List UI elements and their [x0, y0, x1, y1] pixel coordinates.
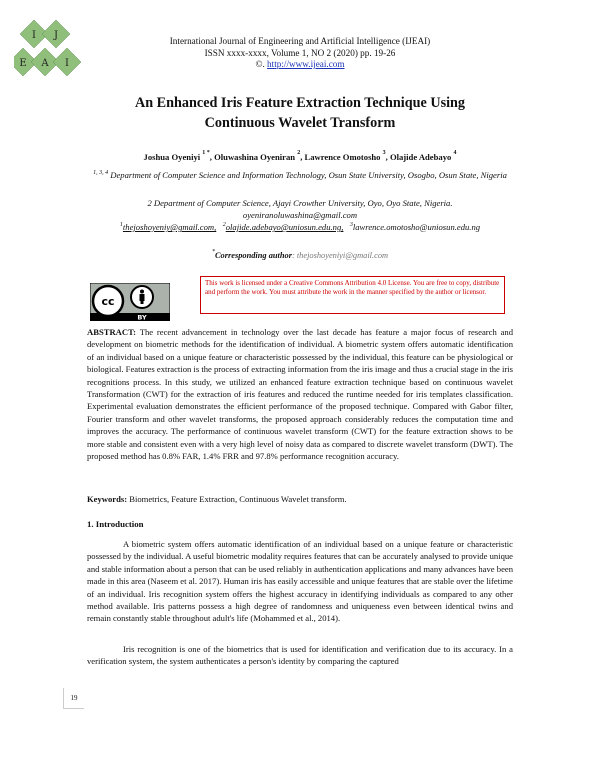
abstract — [87, 326, 513, 462]
intro-paragraph-1: A biometric system offers automatic identification of an individual based on a unique feature or characteristic possessed by the individual. A useful biometric modality requires features that can be accurately analysed to provide unique and stable information about a person that can be used reliably in authentication applications and many advances have been made in this area (Naseem et al. 2017). Human iris has easily accessible and unique features that are stable over the lifetime of an individual. Iris recognition system offers the highest accuracy in identifying individuals as compared to any other method available. Iris patterns possess a high degree of randomness and uniqueness even between identical twins and remain constantly stable throughout adult's life (Mohammed et al., 2014). — [87, 539, 513, 624]
corr-label: Corresponding author — [214, 251, 292, 260]
email-link[interactable]: thejoshoyeniy@gmail.com, — [122, 222, 217, 232]
keywords — [87, 493, 513, 505]
author-name: Oluwashina Oyeniran — [214, 152, 296, 162]
author-name: Joshua Oyeniyi — [143, 152, 201, 162]
title-line-2: Continuous Wavelet Transform — [204, 115, 396, 131]
author-name: Lawrence Omotosho — [304, 152, 381, 162]
license-box: This work is licensed under a Creative Commons Attribution 4.0 License. You are free to copy, distribute and perform the work. You must attribute the work in the manner specified by the author or licensor. — [200, 276, 505, 314]
keywords-label: Keywords: — [87, 494, 128, 504]
paper-title — [60, 93, 540, 133]
journal-name: International Journal of Engineering and Artificial Intelligence (IJEAI) — [169, 36, 431, 46]
abstract-text: The recent advancement in technology over the last decade has feature a major focus of research and development on biometric methods for the identification of individual. A biometric system offers automatic identification of an individual based on a unique feature or characteristic possessed by the individual, this feature can be physiological or biological. Features extraction is the process of extracting information from the iris image and thus a crucial stage in the iris recognitions process. In this study, we utilized an enhanced feature extraction technique based on continuous wavelet Transformation (CWT) for the extraction of iris features and reduced the runtime needed for iris templates classification. Experimental evaluation demonstrates the efficient performance of the proposed technique. Compared with Gabor filter, Fourier transform and other wavelet transforms, the proposed approach considerably reduces the computation time and improves the accuracy. The performance of continuous wavelet transform (CWT) for the feature extraction shows to be more stable and consistent even with a very high level of noisy data as compared to discrete wavelet transform (DWT). The proposed method has 0.8% FAR, 1.4% FRR and 97.8% performance recognition accuracy. — [87, 327, 513, 462]
author-emails — [0, 222, 600, 234]
logo-letter-j: J — [53, 30, 59, 41]
affiliation-1-text: Department of Computer Science and Information Technology, Osun State University, Osogbo, Osun State, Nigeria — [110, 170, 507, 180]
logo-letter-a: A — [41, 58, 49, 69]
email-sup: 3 — [349, 222, 353, 228]
affiliation-1 — [78, 170, 522, 182]
title-line-1: An Enhanced Iris Feature Extraction Technique Using — [134, 95, 466, 111]
affiliation-2: 2 Department of Computer Science, Ajayi Crowther University, Oyo, Oyo State, Nigeria. — [147, 198, 453, 208]
corr-sup: * — [211, 249, 215, 255]
intro-paragraph-2: Iris recognition is one of the biometrics that is used for identification and verification due to its accuracy. In a verification system, the system authenticates a person's identity by comparing the captured — [87, 644, 513, 667]
author-list: Joshua Oyeniyi $^{1 *}$, Oluwashina Oyeniran $^2$, Lawrence Omotosho $^3$, Olajide Adebayo $^4$ — [143, 150, 457, 162]
corr-email: : thejoshoyeniyi@gmail.com — [291, 251, 389, 260]
logo-letter-i2: I — [65, 58, 69, 69]
author-sup: 4 — [453, 150, 457, 156]
email-sup: 2 — [222, 222, 226, 228]
affiliation-1-sup: 1, 3, 4 — [93, 170, 109, 176]
journal-url-link[interactable]: http://www.ijeai.com — [267, 59, 345, 69]
email-link[interactable]: olajide.adebayo@uniosun.edu.ng, — [225, 222, 344, 232]
author-name: Olajide Adebayo — [389, 152, 452, 162]
corresponding-author — [0, 251, 600, 260]
logo-letter-i1: I — [32, 30, 36, 41]
affiliation-2-email: oyeniranoluwashina@gmail.com — [242, 210, 358, 220]
email-text: lawrence.omotosho@uniosun.edu.ng — [352, 222, 481, 232]
creative-commons-badge — [90, 283, 170, 321]
author-sup: 2 — [297, 150, 301, 156]
keywords-text: Biometrics, Feature Extraction, Continuous Wavelet transform. — [129, 494, 347, 504]
cc-by-label: BY — [137, 313, 147, 321]
author-sup: 1 * — [202, 150, 210, 156]
copyright-prefix: ©. — [255, 59, 268, 69]
author-sup: 3 — [382, 150, 386, 156]
journal-issn: ISSN xxxx-xxxx, Volume 1, NO 2 (2020) pp. 19-26 — [204, 47, 396, 58]
abstract-label: ABSTRACT: — [87, 327, 137, 337]
email-sup: 1 — [119, 222, 123, 228]
section-heading: 1. Introduction — [87, 519, 144, 529]
svg-text:cc: cc — [101, 295, 115, 308]
journal-url-line — [0, 59, 600, 71]
logo-letter-e: E — [19, 58, 27, 69]
page-number: 19 — [63, 688, 84, 709]
